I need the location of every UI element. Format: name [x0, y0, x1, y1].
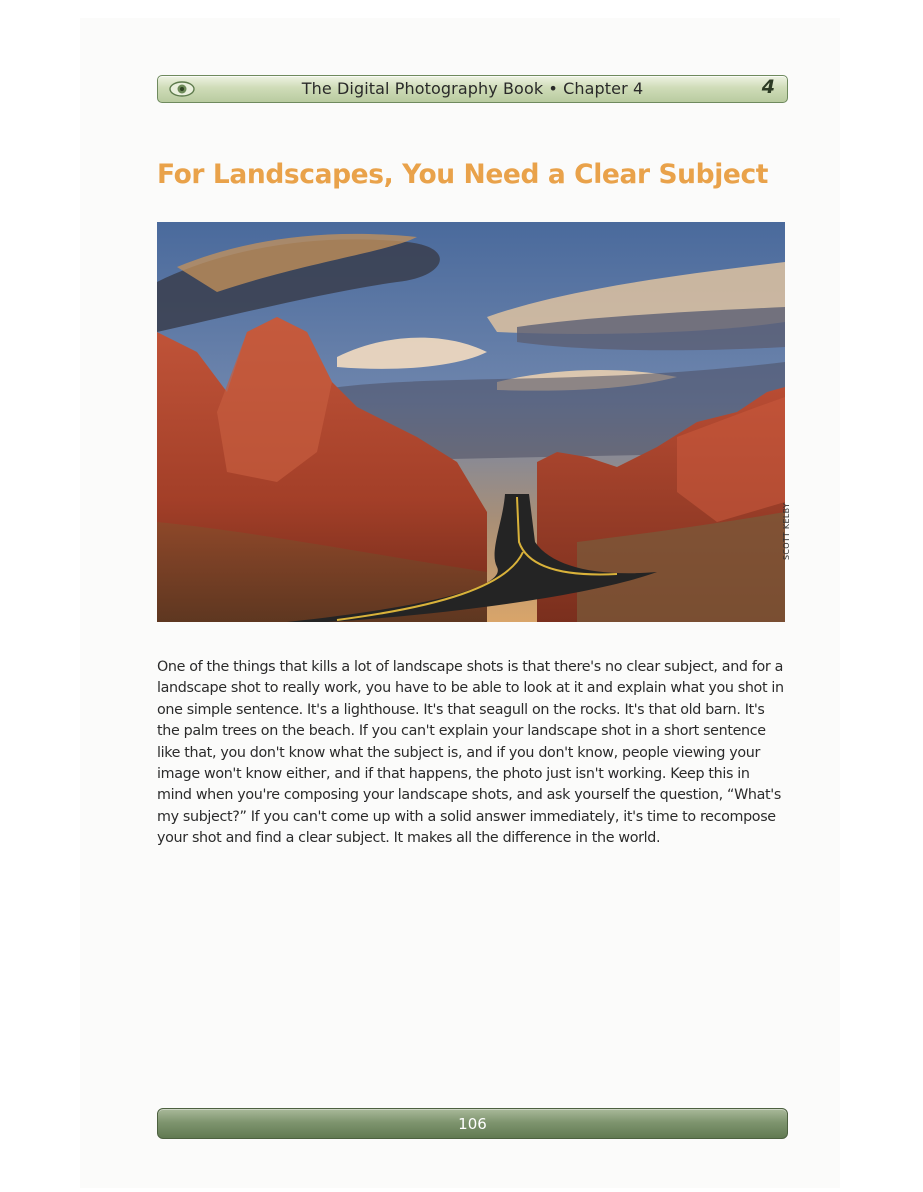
photo-credit: SCOTT KELBY [782, 502, 791, 560]
page-title: For Landscapes, You Need a Clear Subject [157, 158, 769, 190]
page-number: 106 [458, 1115, 487, 1133]
header-title: The Digital Photography Book • Chapter 4 [301, 79, 644, 98]
footer-bar [157, 1108, 788, 1139]
chapter-header-bar [157, 75, 788, 103]
body-text: One of the things that kills a lot of landscape shots is that there's no clear subject, and for a landscape shot to really work, you have to be able to look at it and explain what you shot in one simple sentence. It's a lighthouse. It's that seagull on the rocks. It's that old barn. It's the palm trees on the beach. If you can't explain your landscape shot in a short sentence like that, you don't know what the subject is, and if you don't know, people viewing your image won't know either, and if that happens, the photo just isn't working. Keep this in mind when you're composing your landscape shots, and ask yourself the question, “What's my subject?” If you can't come up with a solid answer immediately, it's time to recompose your shot and find a clear subject. It makes all the difference in the world. [157, 659, 784, 847]
landscape-photo [157, 222, 785, 622]
chapter-number-badge: 4 [761, 76, 775, 98]
